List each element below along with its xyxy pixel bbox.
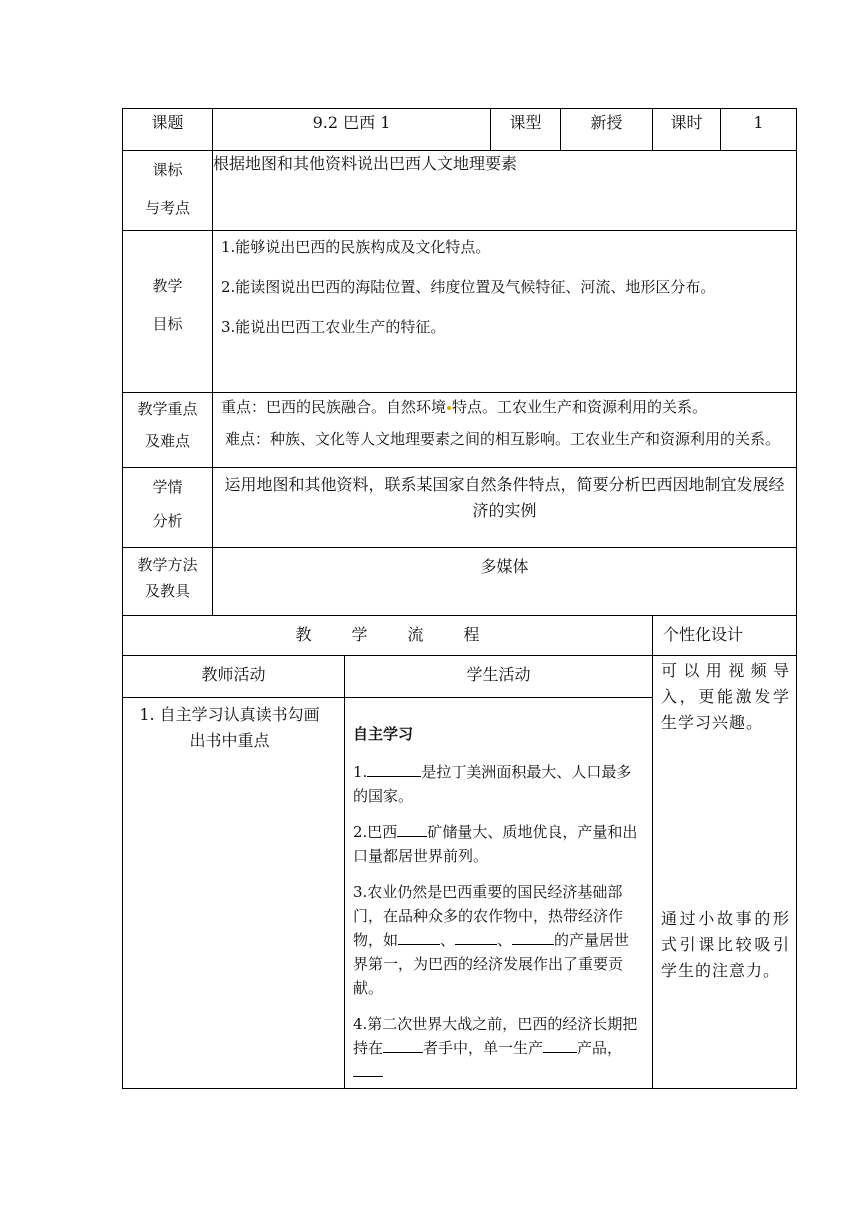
lesson-type: 新授 — [561, 109, 653, 151]
focus-text — [213, 393, 797, 468]
goal-item-3: 3.能说出巴西工农业生产的特征。 — [221, 318, 446, 336]
process-title-chars — [123, 622, 652, 645]
personal-design-head: 个性化设计 — [653, 616, 797, 656]
process-char-3: 流 — [407, 625, 424, 644]
teacher-activity: 1. 自主学习认真读书勾画出书中重点 — [123, 698, 345, 1089]
separator: 、 — [497, 931, 513, 949]
method-row — [123, 548, 797, 616]
note-story-intro: 通过小故事的形式引课比较吸引学生的注意力。 — [661, 909, 790, 980]
question-2-prefix: 2.巴西 — [353, 823, 398, 841]
separator: 、 — [440, 931, 456, 949]
marker-dot-icon — [447, 406, 451, 410]
label-hours: 课时 — [653, 109, 721, 151]
key-point-part2: 特点。工农业生产和资源利用的关系。 — [452, 398, 708, 416]
goal-item-1: 1.能够说出巴西的民族构成及文化特点。 — [221, 238, 491, 256]
situation-label — [123, 468, 213, 548]
lesson-hours: 1 — [721, 109, 797, 151]
header-row — [123, 109, 797, 151]
blank[interactable] — [398, 930, 440, 945]
process-char-4: 程 — [463, 625, 480, 644]
focus-row — [123, 393, 797, 468]
activity-head-row — [123, 656, 797, 698]
standard-label-2: 与考点 — [144, 199, 190, 217]
question-4-prefix: 4.第二次世界大战之前，巴西的经济长期把持在 — [353, 1015, 638, 1057]
question-3-prefix: 3.农业仍然是巴西重要的国民经济基础部门，在品种众多的农作物中，热带经济作物，如 — [353, 883, 624, 949]
goals-label-2: 目标 — [152, 315, 183, 333]
question-1: 1. 是拉丁美洲面积最大、人口最多的国家。 — [353, 763, 632, 805]
spacer — [353, 702, 644, 722]
blank[interactable] — [397, 822, 427, 837]
process-char-1: 教 — [295, 625, 312, 644]
goals-label-1: 教学 — [152, 277, 183, 295]
question-4 — [353, 1012, 644, 1084]
question-1-text: 是拉丁美洲面积最大、人口最多的国家。 — [353, 763, 632, 805]
goal-item-2: 2.能读图说出巴西的海陆位置、纬度位置及气候特征、河流、地形区分布。 — [221, 278, 716, 296]
goals-row — [123, 231, 797, 393]
lesson-title: 9.2 巴西 1 — [213, 109, 491, 151]
difficult-point: 难点：种族、文化等人文地理要素之间的相互影响。工农业生产和资源利用的关系。 — [225, 430, 781, 448]
standard-label-1: 课标 — [152, 161, 183, 179]
question-4-mid: 者手中，单一生产 — [423, 1039, 544, 1057]
situation-row — [123, 468, 797, 548]
standard-label — [123, 151, 213, 231]
lesson-plan-table — [122, 108, 797, 1089]
question-2 — [353, 820, 644, 868]
situation-text: 运用地图和其他资料，联系某国家自然条件特点，简要分析巴西因地制宜发展经济的实例 — [213, 468, 797, 548]
standard-row — [123, 151, 797, 231]
note-video-intro: 可以用视频导入，更能激发学生学习兴趣。 — [661, 661, 790, 732]
student-activity-head: 学生活动 — [345, 656, 653, 698]
situation-label-2: 分析 — [152, 512, 183, 530]
focus-label — [123, 393, 213, 468]
process-heading-row — [123, 616, 797, 656]
goals-label — [123, 231, 213, 393]
process-char-2: 学 — [351, 625, 368, 644]
focus-label-2: 及难点 — [144, 432, 190, 450]
process-title — [123, 616, 653, 656]
method-label-1: 教学方法 — [137, 556, 198, 574]
blank[interactable] — [512, 930, 554, 945]
personal-notes — [653, 656, 797, 1089]
key-point — [221, 397, 790, 417]
question-2-text: 矿储量大、质地优良，产量和出口量都居世界前列。 — [353, 823, 638, 865]
label-type: 课型 — [491, 109, 561, 151]
key-point-part1: 重点：巴西的民族融合。自然环境 — [221, 398, 447, 416]
question-4-suffix: 产品， — [577, 1039, 623, 1057]
blank[interactable] — [353, 1062, 383, 1077]
method-label — [123, 548, 213, 616]
student-activity — [345, 698, 653, 1089]
method-text: 多媒体 — [213, 548, 797, 616]
self-study-title: 自主学习 — [353, 725, 414, 743]
blank[interactable] — [367, 762, 421, 777]
blank[interactable] — [543, 1038, 577, 1053]
focus-label-1: 教学重点 — [137, 400, 198, 418]
blank[interactable] — [455, 930, 497, 945]
teacher-activity-head: 教师活动 — [123, 656, 345, 698]
question-3 — [353, 880, 644, 1000]
blank[interactable] — [383, 1038, 423, 1053]
label-title: 课题 — [123, 109, 213, 151]
goals-list — [213, 231, 797, 393]
method-label-2: 及教具 — [144, 582, 190, 600]
standard-text: 根据地图和其他资料说出巴西人文地理要素 — [213, 151, 797, 231]
question-3-text: 的产量居世界第一，为巴西的经济发展作出了重要贡献。 — [353, 931, 630, 997]
situation-label-1: 学情 — [152, 478, 183, 496]
